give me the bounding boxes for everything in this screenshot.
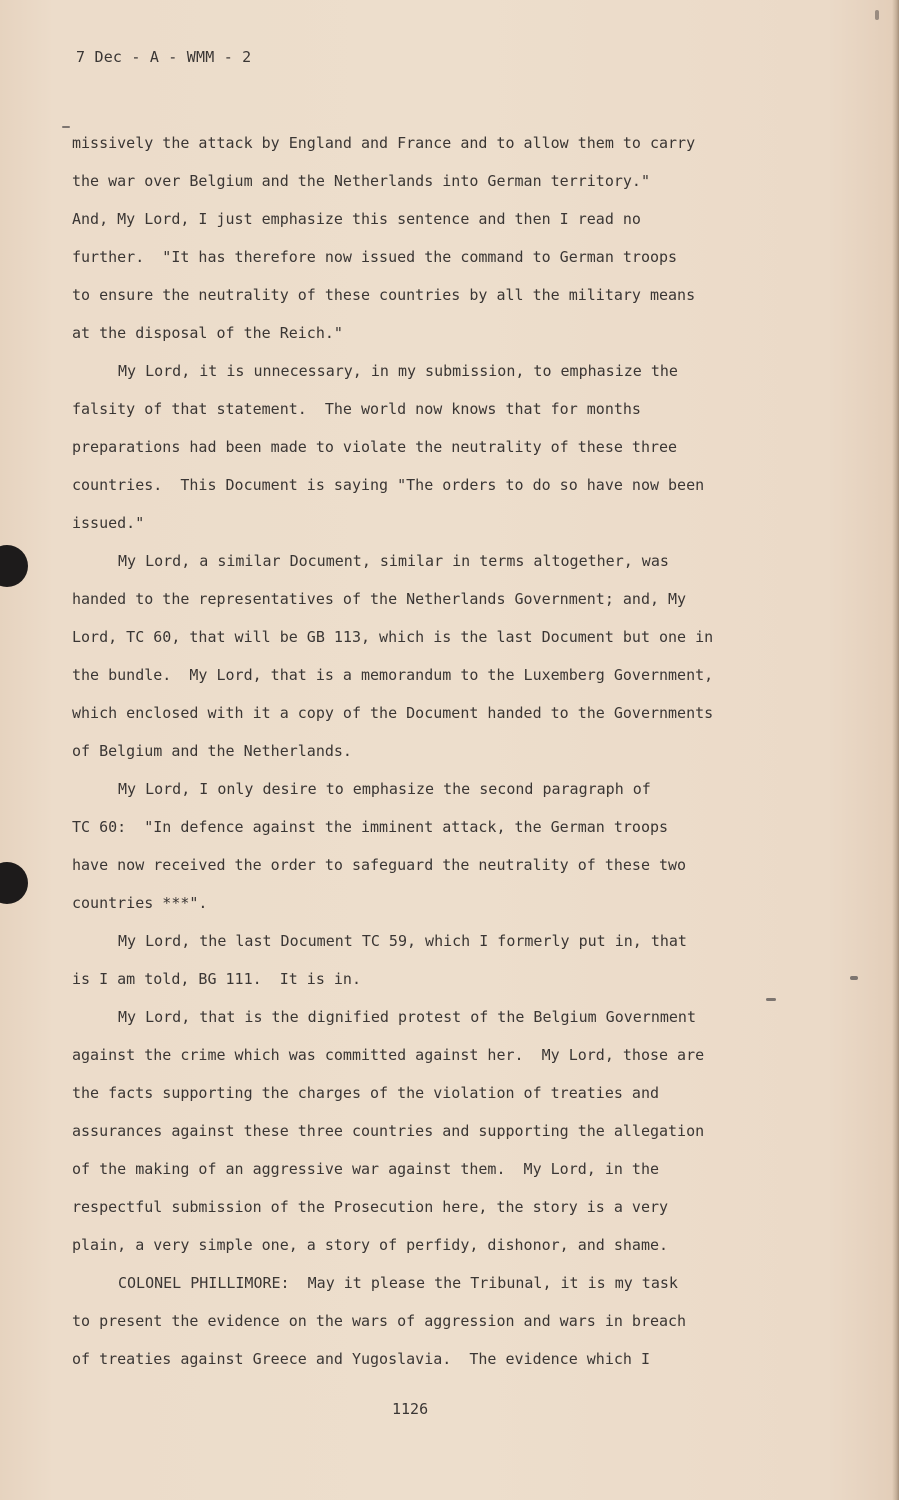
text-line: of Belgium and the Netherlands.	[72, 742, 352, 760]
text-line: My Lord, that is the dignified protest of the Belgium Government	[118, 1008, 696, 1026]
page-number: 1126	[392, 1400, 429, 1418]
text-line: plain, a very simple one, a story of perfidy, dishonor, and shame.	[72, 1236, 669, 1254]
text-line: My Lord, I only desire to emphasize the second paragraph of	[118, 780, 651, 798]
text-line: issued."	[72, 514, 145, 532]
text-line: is I am told, BG 111. It is in.	[72, 970, 361, 988]
text-line: falsity of that statement. The world now knows that for months	[72, 400, 641, 418]
paper-speck	[850, 976, 858, 980]
text-line: of the making of an aggressive war against them. My Lord, in the	[72, 1160, 659, 1178]
text-line: My Lord, a similar Document, similar in terms altogether, was	[118, 552, 669, 570]
text-line: which enclosed with it a copy of the Document handed to the Governments	[72, 704, 714, 722]
text-line: preparations had been made to violate the neutrality of these three	[72, 438, 678, 456]
text-line: My Lord, it is unnecessary, in my submission, to emphasize the	[118, 362, 678, 380]
text-line: to present the evidence on the wars of aggression and wars in breach	[72, 1312, 687, 1330]
text-line: missively the attack by England and France and to allow them to carry	[72, 134, 696, 152]
text-line: the war over Belgium and the Netherlands into German territory."	[72, 172, 650, 190]
text-line: further. "It has therefore now issued the command to German troops	[72, 248, 678, 266]
punch-hole-upper	[0, 545, 28, 587]
text-line: the facts supporting the charges of the violation of treaties and	[72, 1084, 659, 1102]
text-line: respectful submission of the Prosecution here, the story is a very	[72, 1198, 669, 1216]
text-line: handed to the representatives of the Netherlands Government; and, My	[72, 590, 687, 608]
text-line: countries. This Document is saying "The orders to do so have now been	[72, 476, 705, 494]
paper-speck	[62, 126, 70, 128]
page-edge-shadow	[892, 0, 899, 1500]
text-line: Lord, TC 60, that will be GB 113, which is the last Document but one in	[72, 628, 714, 646]
text-line: to ensure the neutrality of these countries by all the military means	[72, 286, 696, 304]
text-line: My Lord, the last Document TC 59, which I formerly put in, that	[118, 932, 687, 950]
text-line: the bundle. My Lord, that is a memorandum to the Luxemberg Government,	[72, 666, 714, 684]
text-line: at the disposal of the Reich."	[72, 324, 343, 342]
document-body	[72, 124, 772, 1378]
punch-hole-lower	[0, 862, 28, 904]
text-line: And, My Lord, I just emphasize this sentence and then I read no	[72, 210, 641, 228]
text-line: COLONEL PHILLIMORE: May it please the Tribunal, it is my task	[118, 1274, 678, 1292]
text-line: have now received the order to safeguard the neutrality of these two	[72, 856, 687, 874]
text-line: against the crime which was committed against her. My Lord, those are	[72, 1046, 705, 1064]
text-line: countries ***".	[72, 894, 208, 912]
document-reference-header: 7 Dec - A - WMM - 2	[76, 48, 252, 66]
text-line: of treaties against Greece and Yugoslavia. The evidence which I	[72, 1350, 650, 1368]
text-line: assurances against these three countries and supporting the allegation	[72, 1122, 705, 1140]
text-line: TC 60: "In defence against the imminent attack, the German troops	[72, 818, 669, 836]
paper-speck	[875, 10, 879, 20]
